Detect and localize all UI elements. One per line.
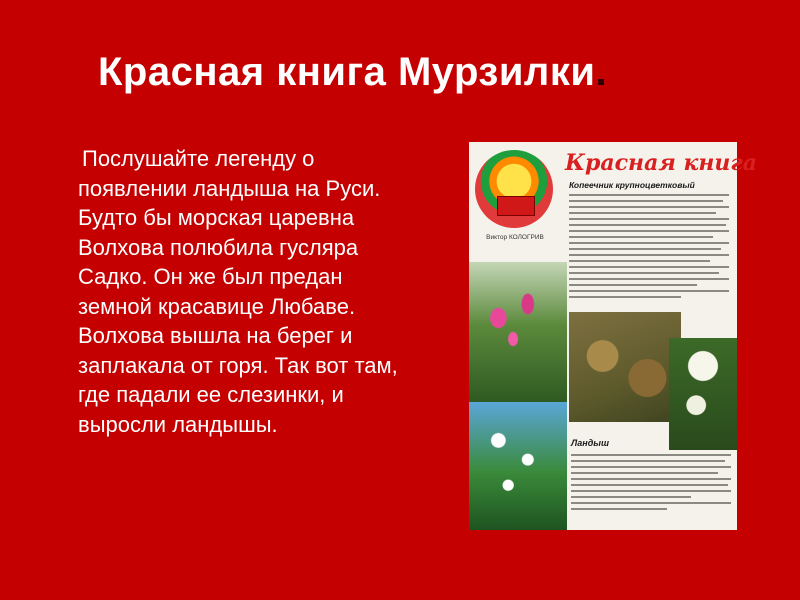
slide-title-text: Красная книга Мурзилки bbox=[98, 50, 596, 94]
section-text-block bbox=[571, 454, 731, 514]
legend-text: Послушайте легенду о появлении ландыша на Руси. Будто бы морская царевна Волхова полюбила гусляра Садко. Он же был предан земной красавице Любаве. Волхова вышла на берег и заплакала от горя. Так вот там, где падали ее слезинки, и выросли ландышы. bbox=[78, 146, 398, 437]
lily-of-the-valley-photo bbox=[469, 402, 567, 530]
magazine-page-image bbox=[469, 142, 758, 530]
page-subheading: Копеечник крупноцветковый bbox=[569, 180, 695, 190]
slide-title bbox=[98, 50, 607, 95]
page-heading: Красная книга bbox=[565, 150, 758, 176]
article-text-block bbox=[569, 194, 729, 302]
slide-title-period: . bbox=[595, 50, 608, 94]
section-heading: Ландыш bbox=[571, 438, 609, 448]
fireweed-photo bbox=[469, 262, 567, 402]
moss-photo bbox=[569, 312, 681, 422]
white-flower-photo bbox=[669, 338, 737, 450]
murzilka-mascot-icon bbox=[475, 150, 553, 228]
book-icon bbox=[497, 196, 535, 216]
author-name: Виктор КОЛОГРИВ bbox=[486, 234, 544, 241]
